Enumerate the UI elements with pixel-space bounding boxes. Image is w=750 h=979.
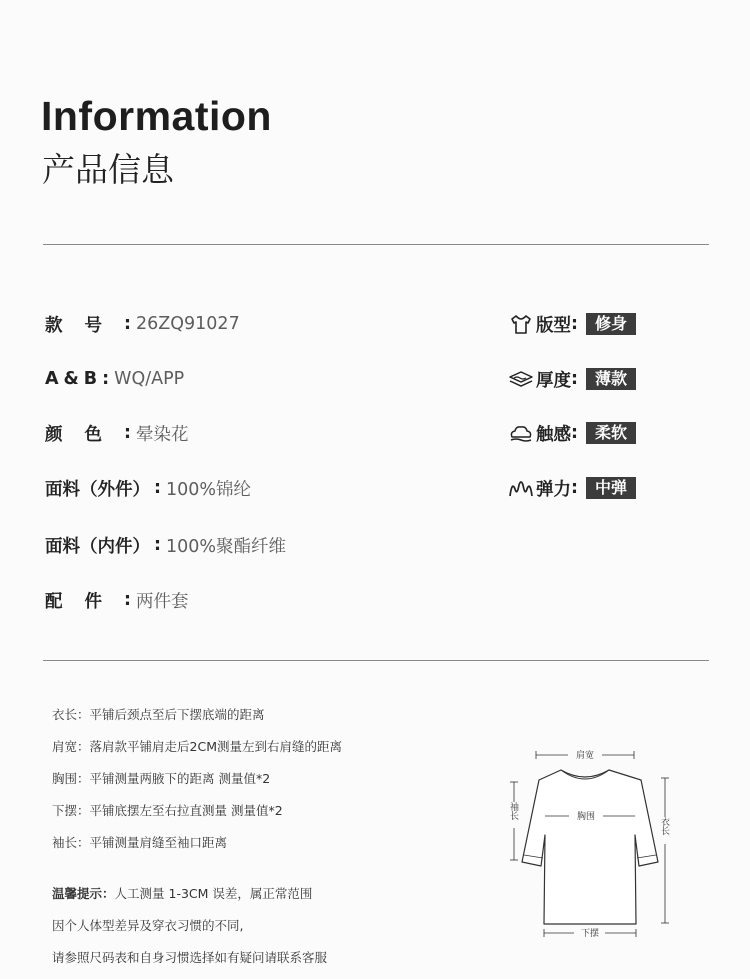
attr-row-touch: 触感 : 柔软 xyxy=(508,420,636,446)
sleeve-measure xyxy=(508,782,522,860)
attr-badge: 中弹 xyxy=(586,477,636,499)
spec-value: 26ZQ91027 xyxy=(136,314,240,334)
tip-line-1: 温馨提示：人工测量 1-3CM 误差，属正常范围 xyxy=(52,886,313,901)
spec-row-ab: A&B : WQ/APP xyxy=(45,369,185,389)
spec-row-accessory: 配件 : 两件套 xyxy=(45,587,189,613)
tshirt-measure-diagram xyxy=(505,742,685,947)
spec-label: A&B xyxy=(45,369,103,389)
spec-row-inner-fabric: 面料（内件） : 100%聚酯纤维 xyxy=(45,532,286,558)
spec-label: 面料（外件） xyxy=(45,479,150,500)
spec-value: WQ/APP xyxy=(114,369,185,389)
measure-note-hem: 下摆：平铺底摆左至右拉直测量 测量值*2 xyxy=(52,803,283,818)
page-subtitle: 产品信息 xyxy=(42,150,174,189)
divider-top xyxy=(43,244,709,245)
spec-label: 颜色 xyxy=(45,424,124,445)
shoulder-label: 肩宽 xyxy=(575,751,595,761)
attr-label: 触感 xyxy=(536,424,571,445)
hem-label: 下摆 xyxy=(580,929,600,939)
spec-label: 面料（内件） xyxy=(45,536,150,557)
spec-row-color: 颜色 : 晕染花 xyxy=(45,420,189,446)
measure-note-length: 衣长：平铺后颈点至后下摆底端的距离 xyxy=(52,707,265,722)
tshirt-outline xyxy=(522,770,658,924)
attr-badge: 薄款 xyxy=(586,368,636,390)
stretch-icon xyxy=(508,477,534,499)
attr-badge: 柔软 xyxy=(586,422,636,444)
length-measure xyxy=(659,778,673,923)
attr-label: 厚度 xyxy=(536,370,571,391)
divider-bottom xyxy=(43,660,709,661)
hem-measure xyxy=(544,927,636,939)
spec-label: 配件 xyxy=(45,591,124,612)
spec-label: 款号 xyxy=(45,315,124,336)
attr-row-thickness: 厚度 : 薄款 xyxy=(508,366,636,392)
spec-row-outer-fabric: 面料（外件） : 100%锦纶 xyxy=(45,475,251,501)
layers-icon xyxy=(508,368,534,390)
attr-label: 版型 xyxy=(536,315,571,336)
spec-value: 两件套 xyxy=(136,591,189,612)
measure-note-sleeve: 袖长：平铺测量肩缝至袖口距离 xyxy=(52,835,228,850)
tip-heading: 温馨提示 xyxy=(52,886,103,901)
shoulder-width-measure xyxy=(536,749,634,761)
tshirt-icon xyxy=(508,313,534,335)
length-label: 衣长 xyxy=(659,817,669,835)
attr-label: 弹力 xyxy=(536,479,571,500)
chest-label: 胸围 xyxy=(576,812,596,822)
tip-line-2: 因个人体型差异及穿衣习惯的不同, xyxy=(52,918,244,933)
cloud-icon xyxy=(508,422,534,444)
tip-line-3: 请参照尺码表和自身习惯选择如有疑问请联系客服 xyxy=(52,950,328,965)
attr-row-fit: 版型 : 修身 xyxy=(508,311,636,337)
spec-value: 100%锦纶 xyxy=(166,479,252,500)
page-title: Information xyxy=(41,93,272,139)
measure-note-shoulder: 肩宽：落肩款平铺肩走后2CM测量左到右肩缝的距离 xyxy=(52,739,342,754)
measure-note-chest: 胸围：平铺测量两腋下的距离 测量值*2 xyxy=(52,771,271,786)
spec-row-style-number: 款号 : 26ZQ91027 xyxy=(45,311,240,337)
sleeve-label: 袖长 xyxy=(508,802,518,820)
spec-value: 100%聚酯纤维 xyxy=(166,536,287,557)
spec-value: 晕染花 xyxy=(136,424,189,445)
attr-badge: 修身 xyxy=(586,313,636,335)
attr-row-elasticity: 弹力 : 中弹 xyxy=(508,475,636,501)
